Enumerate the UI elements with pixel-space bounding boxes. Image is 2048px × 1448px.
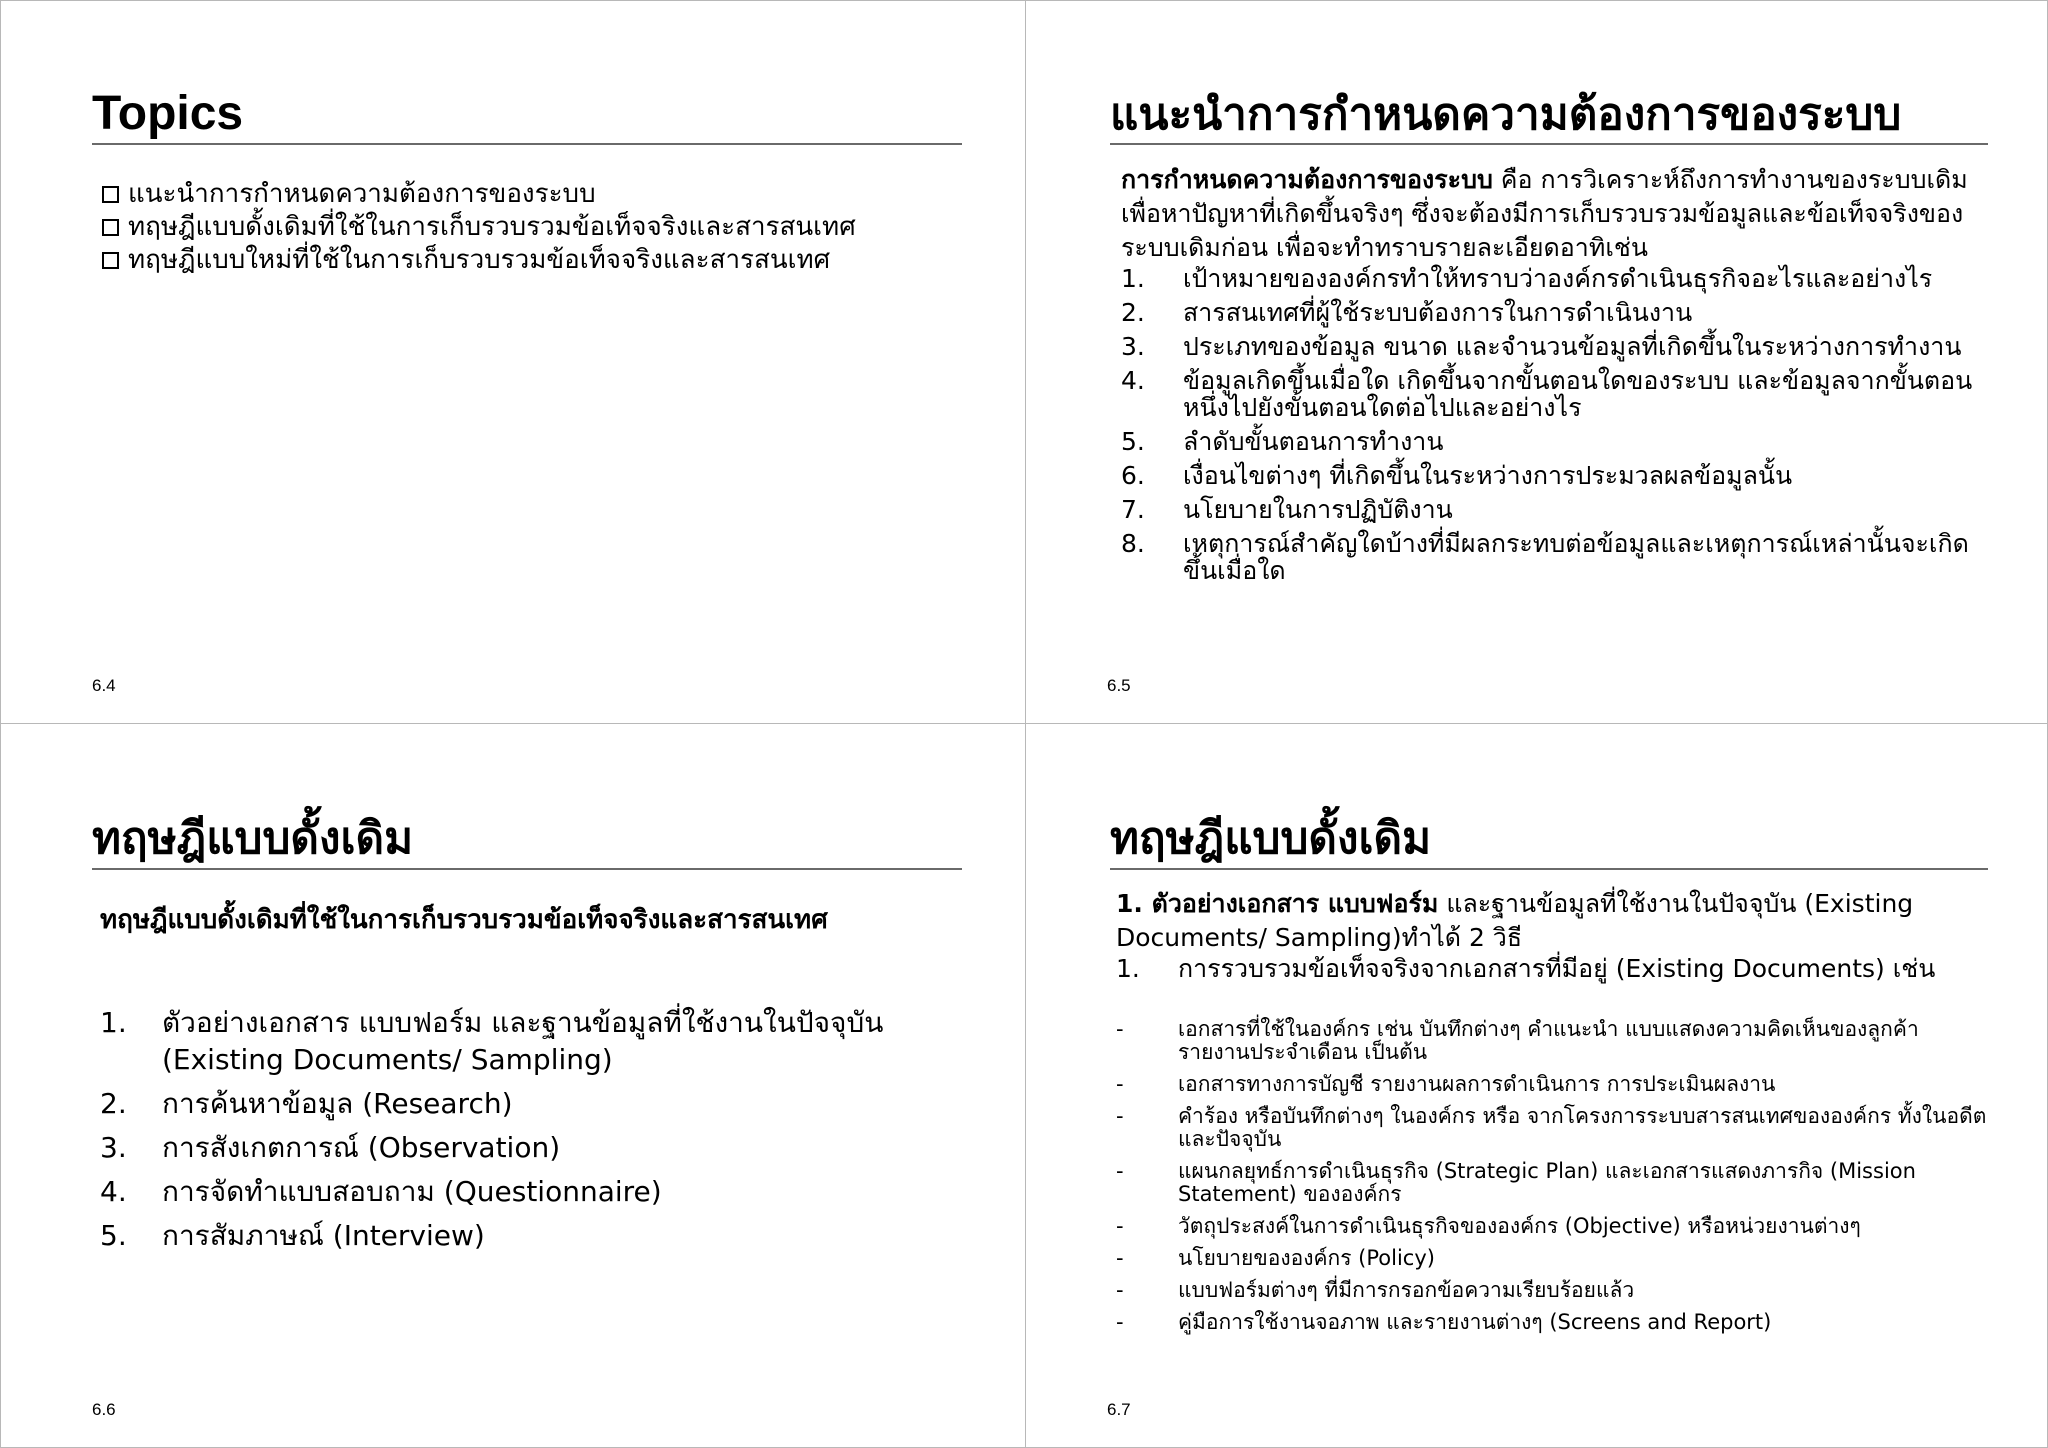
slide-title: ทฤษฎีแบบดั้งเดิม bbox=[1110, 813, 1432, 864]
list-item bbox=[1116, 1215, 1996, 1238]
title-rule bbox=[1110, 868, 1988, 870]
item-text: การจัดทำแบบสอบถาม (Questionnaire) bbox=[162, 1175, 662, 1208]
item-number: 3. bbox=[1121, 332, 1145, 361]
item-text: เอกสารที่ใช้ในองค์กร เช่น บันทึกต่างๆ คำแนะนำ แบบแสดงความคิดเห็นของลูกค้า รายงานประจำเดือน เป็นต้น bbox=[1178, 1017, 1919, 1064]
item-text: เงื่อนไขต่างๆ ที่เกิดขึ้นในระหว่างการประมวลผลข้อมูลนั้น bbox=[1183, 461, 1793, 490]
item-number: 7. bbox=[1121, 495, 1145, 524]
dash-bullet: - bbox=[1116, 1104, 1124, 1128]
list-item bbox=[100, 1173, 960, 1210]
item-number: 1. bbox=[100, 1006, 127, 1039]
list-item bbox=[100, 246, 980, 275]
item-number: 1. bbox=[1121, 264, 1145, 293]
item-number: 5. bbox=[100, 1219, 127, 1252]
list-item bbox=[100, 180, 980, 209]
item-number: 6. bbox=[1121, 461, 1145, 490]
detail-list bbox=[1121, 265, 1997, 591]
list-item bbox=[100, 213, 980, 242]
list-item bbox=[1121, 299, 1997, 326]
page-number: 6.5 bbox=[1107, 676, 1131, 695]
dash-bullet: - bbox=[1116, 1214, 1124, 1238]
list-item bbox=[1116, 956, 1996, 982]
slide-6-7 bbox=[1025, 724, 2048, 1447]
list-item bbox=[100, 1217, 960, 1254]
item-text: แบบฟอร์มต่างๆ ที่มีการกรอกข้อความเรียบร้อยแล้ว bbox=[1178, 1278, 1635, 1302]
item-text: เอกสารทางการบัญชี รายงานผลการดำเนินการ การประเมินผลงาน bbox=[1178, 1072, 1776, 1096]
item-number: 1. bbox=[1116, 954, 1140, 983]
item-text: คำร้อง หรือบันทึกต่างๆ ในองค์กร หรือ จากโครงการระบบสารสนเทศขององค์กร ทั้งในอดีตและปัจจุบัน bbox=[1178, 1104, 1987, 1151]
list-item bbox=[1121, 333, 1997, 360]
document-example-list bbox=[1116, 1018, 1996, 1343]
dash-bullet: - bbox=[1116, 1159, 1124, 1183]
list-item-text: ทฤษฎีแบบดั้งเดิมที่ใช้ในการเก็บรวบรวมข้อเท็จจริงและสารสนเทศ bbox=[128, 212, 856, 242]
item-text: สารสนเทศที่ผู้ใช้ระบบต้องการในการดำเนินงาน bbox=[1183, 298, 1693, 327]
list-item bbox=[1121, 530, 1997, 584]
slide-title: แนะนำการกำหนดความต้องการของระบบ bbox=[1110, 89, 1902, 140]
list-item bbox=[1121, 496, 1997, 523]
intro-text: คือ การวิเคราะห์ถึงการทำงานของระบบเดิมเพื่อหาปัญหาที่เกิดขึ้นจริงๆ ซึ่งจะต้องมีการเก็บรวบรวมข้อมูลและข้อเท็จจริงของระบบเดิมก่อน เพื่อจะทำทราบรายละเอียดอาทิเช่น bbox=[1121, 165, 1968, 262]
dash-bullet: - bbox=[1116, 1246, 1124, 1270]
list-item bbox=[1116, 1279, 1996, 1302]
dash-bullet: - bbox=[1116, 1072, 1124, 1096]
page-number: 6.7 bbox=[1107, 1400, 1131, 1419]
dash-bullet: - bbox=[1116, 1017, 1124, 1041]
slide-6-6 bbox=[0, 724, 1024, 1447]
list-item bbox=[100, 1129, 960, 1166]
page-number: 6.4 bbox=[92, 676, 116, 695]
list-item bbox=[1116, 1105, 1996, 1151]
list-item bbox=[1121, 428, 1997, 455]
intro-paragraph bbox=[1121, 163, 1997, 265]
list-item bbox=[1116, 1018, 1996, 1064]
checkbox-bullet-icon bbox=[102, 219, 119, 236]
item-text: เหตุการณ์สำคัญใดบ้างที่มีผลกระทบต่อข้อมูลและเหตุการณ์เหล่านั้นจะเกิดขึ้นเมื่อใด bbox=[1183, 529, 1969, 585]
item-text: นโยบายในการปฏิบัติงาน bbox=[1183, 495, 1453, 524]
item-text: นโยบายขององค์กร (Policy) bbox=[1178, 1246, 1435, 1270]
item-text: วัตถุประสงค์ในการดำเนินธุรกิจขององค์กร (Objective) หรือหน่วยงานต่างๆ bbox=[1178, 1214, 1861, 1238]
title-rule bbox=[92, 143, 962, 145]
item-number: 4. bbox=[1121, 366, 1145, 395]
method-list bbox=[100, 1004, 960, 1261]
dash-bullet: - bbox=[1116, 1310, 1124, 1334]
item-text: คู่มือการใช้งานจอภาพ และรายงานต่างๆ (Screens and Report) bbox=[1178, 1310, 1772, 1334]
checkbox-bullet-icon bbox=[102, 186, 119, 203]
item-text: แผนกลยุทธ์การดำเนินธุรกิจ (Strategic Plan) และเอกสารแสดงภารกิจ (Mission Statement) ขององค์กร bbox=[1178, 1159, 1916, 1206]
item-number: 4. bbox=[100, 1175, 127, 1208]
list-item bbox=[1121, 462, 1997, 489]
list-item bbox=[1121, 265, 1997, 292]
item-text: การสัมภาษณ์ (Interview) bbox=[162, 1219, 485, 1252]
item-text: เป้าหมายขององค์กรทำให้ทราบว่าองค์กรดำเนินธุรกิจอะไรและอย่างไร bbox=[1183, 264, 1933, 293]
list-item bbox=[1116, 1073, 1996, 1096]
item-text: ประเภทของข้อมูล ขนาด และจำนวนข้อมูลที่เกิดขึ้นในระหว่างการทำงาน bbox=[1183, 332, 1962, 361]
dash-bullet: - bbox=[1116, 1278, 1124, 1302]
page-number: 6.6 bbox=[92, 1400, 116, 1419]
section-heading bbox=[1116, 887, 1996, 955]
item-number: 2. bbox=[100, 1087, 127, 1120]
item-number: 2. bbox=[1121, 298, 1145, 327]
list-item-text: แนะนำการกำหนดความต้องการของระบบ bbox=[128, 179, 596, 209]
list-item bbox=[1116, 1311, 1996, 1334]
checkbox-bullet-icon bbox=[102, 252, 119, 269]
method-list bbox=[1116, 956, 1996, 982]
item-text: ลำดับขั้นตอนการทำงาน bbox=[1183, 427, 1444, 456]
section-heading-bold: 1. ตัวอย่างเอกสาร แบบฟอร์ม bbox=[1116, 889, 1439, 918]
intro-term: การกำหนดความต้องการของระบบ bbox=[1121, 165, 1493, 194]
list-item bbox=[1116, 1160, 1996, 1206]
item-text: ตัวอย่างเอกสาร แบบฟอร์ม และฐานข้อมูลที่ใช้งานในปัจจุบัน (Existing Documents/ Sampling) bbox=[162, 1006, 884, 1076]
item-text: ข้อมูลเกิดขึ้นเมื่อใด เกิดขึ้นจากขั้นตอนใดของระบบ และข้อมูลจากขั้นตอนหนึ่งไปยังขั้นตอนใดต่อไปและอย่างไร bbox=[1183, 366, 1973, 422]
list-item bbox=[1121, 367, 1997, 421]
topic-list bbox=[100, 180, 980, 279]
section-heading-text: และฐานข้อมูลที่ใช้งานในปัจจุบัน (Existing Documents/ Sampling)ทำได้ 2 วิธี bbox=[1116, 889, 1914, 952]
list-item-text: ทฤษฎีแบบใหม่ที่ใช้ในการเก็บรวบรวมข้อเท็จจริงและสารสนเทศ bbox=[128, 245, 831, 275]
slide-6-4 bbox=[0, 0, 1024, 723]
slide-subtitle: ทฤษฎีแบบดั้งเดิมที่ใช้ในการเก็บรวบรวมข้อเท็จจริงและสารสนเทศ bbox=[100, 905, 828, 935]
title-rule bbox=[1110, 143, 1988, 145]
item-number: 8. bbox=[1121, 529, 1145, 558]
item-number: 3. bbox=[100, 1131, 127, 1164]
title-rule bbox=[92, 868, 962, 870]
list-item bbox=[100, 1085, 960, 1122]
slide-title: Topics bbox=[92, 87, 244, 140]
slide-title: ทฤษฎีแบบดั้งเดิม bbox=[92, 813, 414, 864]
list-item bbox=[100, 1004, 960, 1078]
item-text: การสังเกตการณ์ (Observation) bbox=[162, 1131, 561, 1164]
list-item bbox=[1116, 1247, 1996, 1270]
item-text: การรวบรวมข้อเท็จจริงจากเอกสารที่มีอยู่ (Existing Documents) เช่น bbox=[1178, 954, 1936, 983]
item-number: 5. bbox=[1121, 427, 1145, 456]
slide-6-5 bbox=[1025, 0, 2048, 723]
item-text: การค้นหาข้อมูล (Research) bbox=[162, 1087, 513, 1120]
